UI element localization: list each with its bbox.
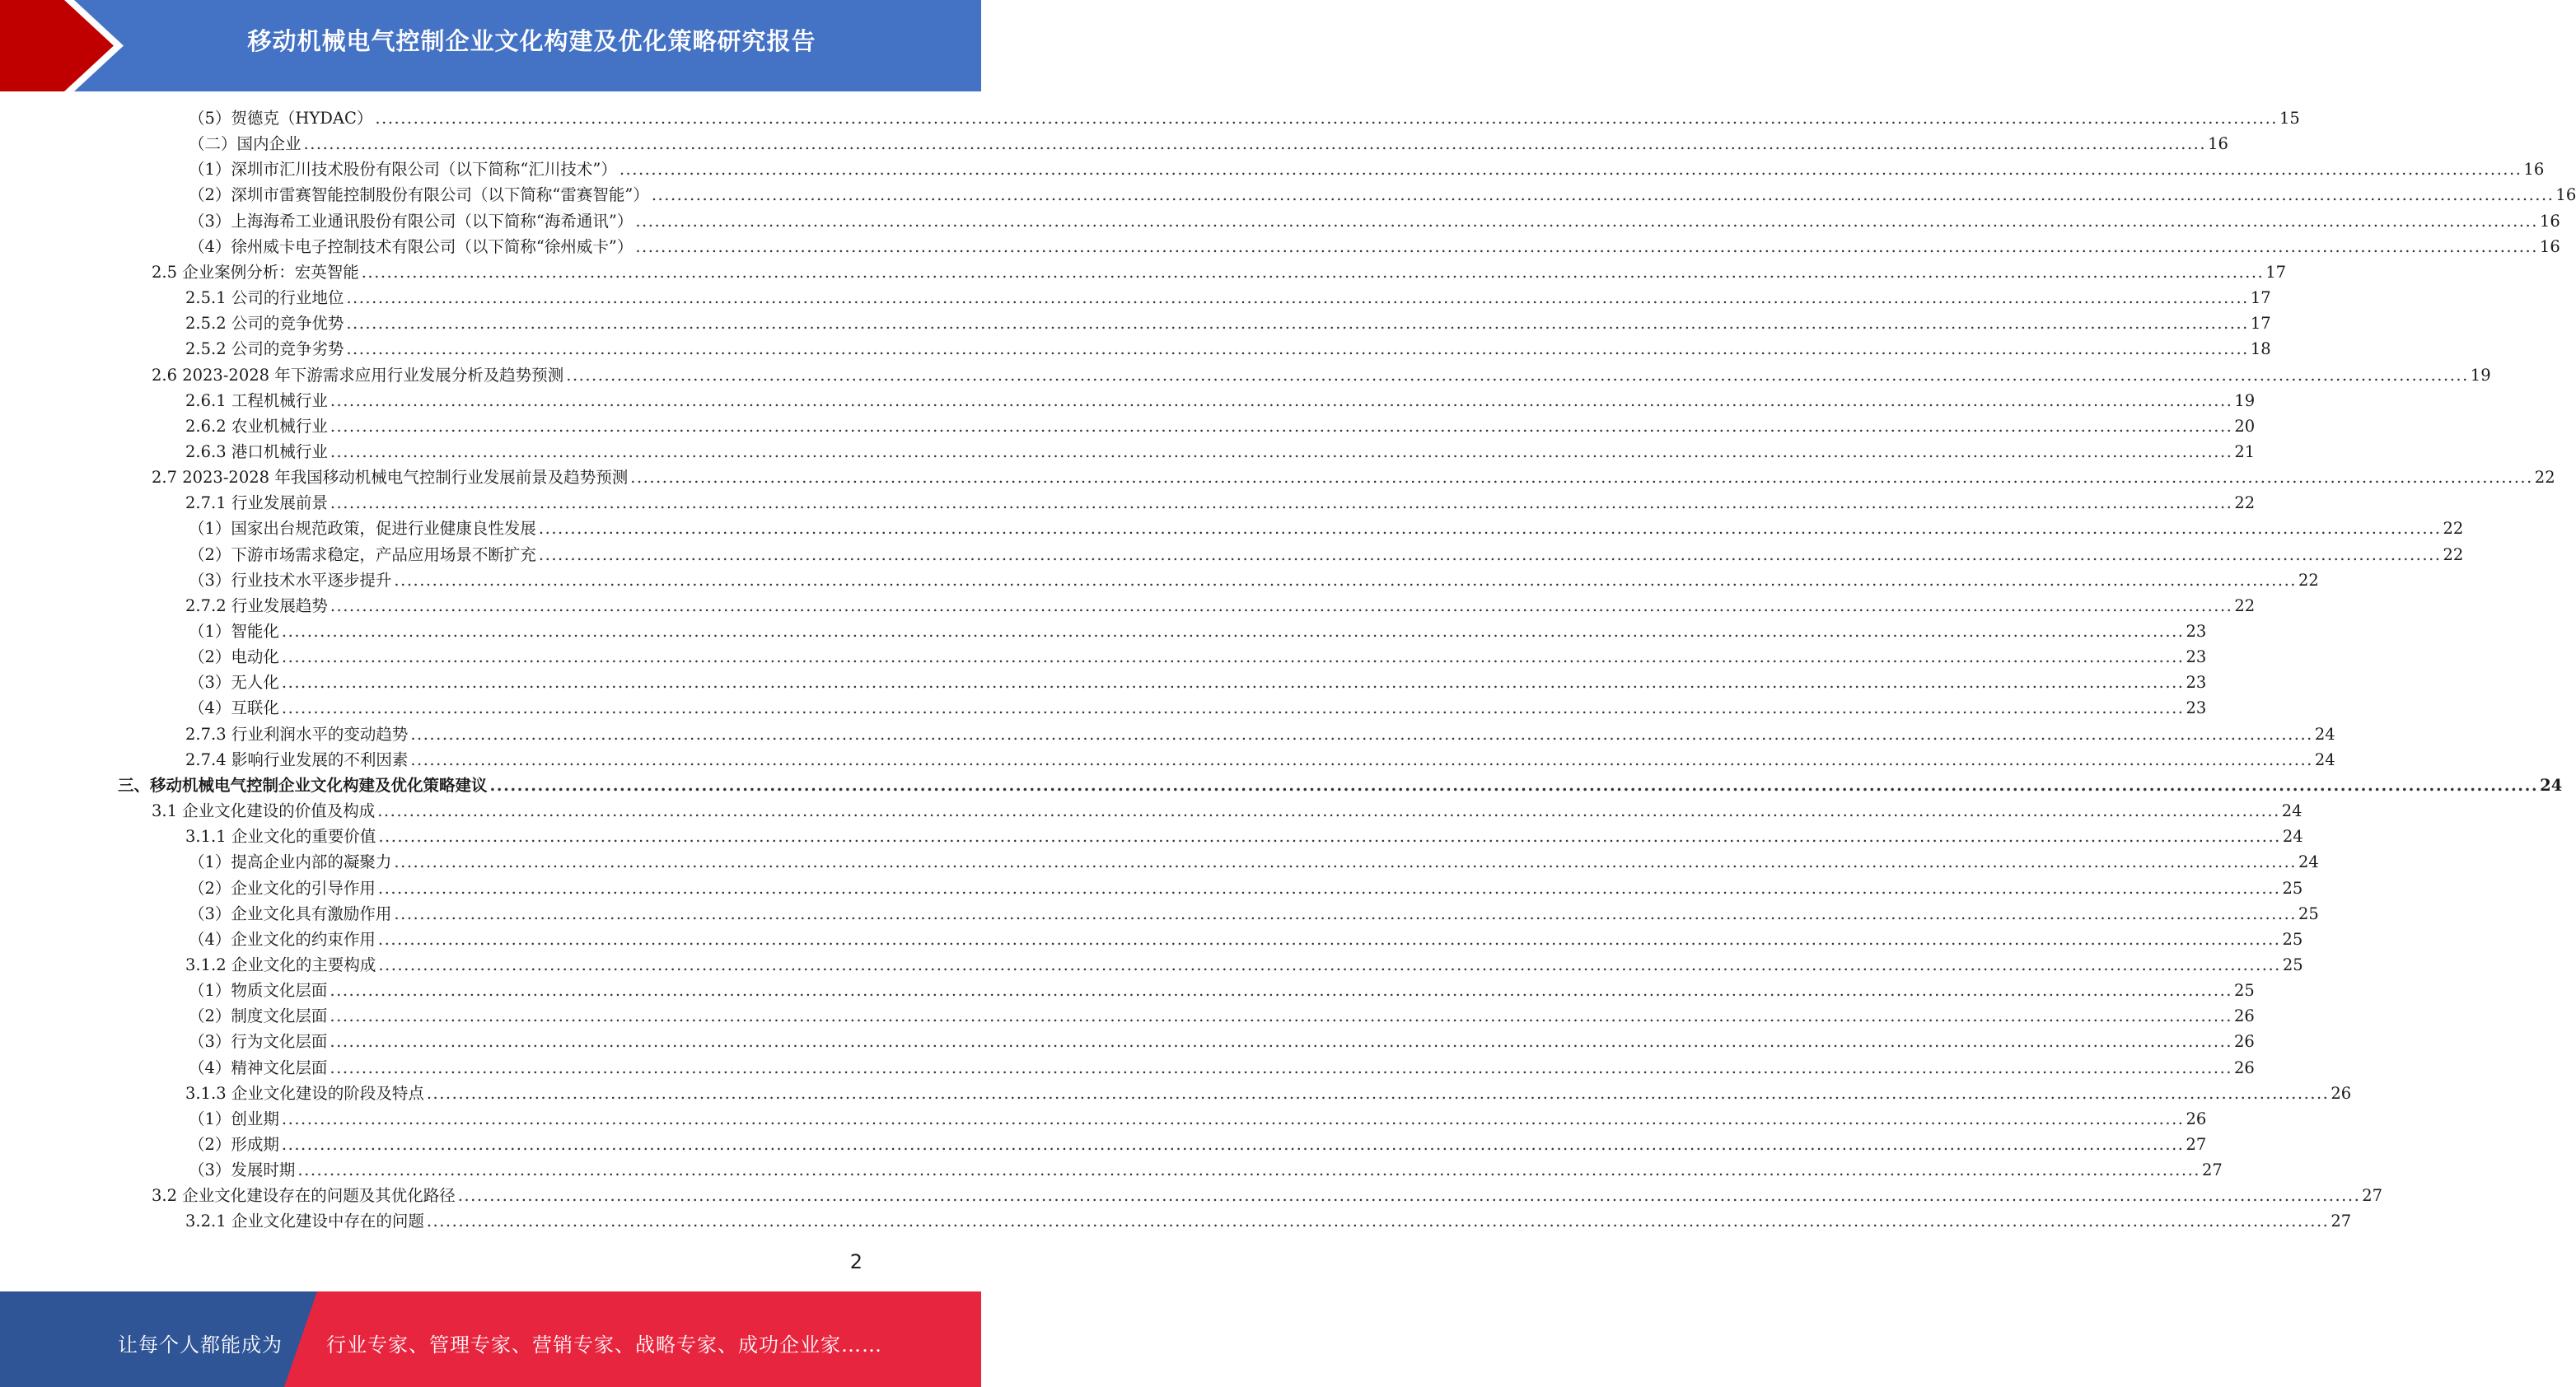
toc-entry-label: 3.1 企业文化建设的价值及构成 <box>152 801 376 821</box>
toc-leader-dots: ............................................................................................................................................................................................................................................................................................................ <box>330 390 2233 410</box>
toc-entry[interactable] <box>189 901 2319 927</box>
toc-entry[interactable] <box>189 1106 2207 1132</box>
toc-entry-page: 25 <box>2233 981 2255 1001</box>
toc-entry[interactable] <box>185 747 2335 773</box>
toc-entry-label: 2.7.4 影响行业发展的不利因素 <box>185 750 409 769</box>
toc-entry-label: 2.5.1 公司的行业地位 <box>185 288 344 308</box>
report-footer <box>0 1291 981 1387</box>
toc-entry[interactable] <box>189 619 2207 644</box>
toc-entry-page: 24 <box>2298 852 2319 872</box>
toc-entry-label: 2.6 2023-2028 年下游需求应用行业发展分析及趋势预测 <box>152 365 564 385</box>
toc-entry-page: 22 <box>2443 519 2464 539</box>
toc-entry-page: 22 <box>2234 595 2256 615</box>
toc-entry[interactable] <box>185 388 2256 413</box>
toc-leader-dots: ............................................................................................................................................................................................................................................................................................................ <box>281 622 2185 641</box>
toc-entry-label: （1）国家出台规范政策，促进行业健康良性发展 <box>189 519 536 539</box>
toc-entry-label: 3.1.3 企业文化建设的阶段及特点 <box>185 1083 424 1103</box>
toc-entry[interactable] <box>185 490 2256 516</box>
toc-entry-page: 19 <box>2234 390 2256 410</box>
toc-entry[interactable] <box>185 311 2271 336</box>
toc-entry[interactable] <box>189 105 2300 131</box>
toc-leader-dots: ............................................................................................................................................................................................................................................................................................................ <box>303 134 2207 154</box>
toc-leader-dots: ............................................................................................................................................................................................................................................................................................................ <box>330 595 2233 615</box>
toc-entry[interactable] <box>185 336 2271 362</box>
toc-entry[interactable] <box>185 824 2303 849</box>
toc-entry-page: 23 <box>2186 647 2207 667</box>
toc-entry[interactable] <box>189 876 2303 901</box>
toc-leader-dots: ............................................................................................................................................................................................................................................................................................................ <box>619 160 2522 180</box>
toc-leader-dots: ............................................................................................................................................................................................................................................................................................................ <box>330 981 2232 1001</box>
toc-leader-dots: ............................................................................................................................................................................................................................................................................................................ <box>346 288 2249 308</box>
toc-entry[interactable] <box>152 1183 2383 1208</box>
toc-leader-dots: ............................................................................................................................................................................................................................................................................................................ <box>330 441 2233 461</box>
toc-leader-dots: ............................................................................................................................................................................................................................................................................................................ <box>281 647 2185 667</box>
page-number: 2 <box>849 1250 863 1273</box>
toc-leader-dots: ............................................................................................................................................................................................................................................................................................................ <box>297 1161 2200 1180</box>
toc-entry-label: 2.7.1 行业发展前景 <box>185 493 328 513</box>
toc-entry-page: 22 <box>2234 493 2256 513</box>
report-header <box>0 0 981 91</box>
toc-entry-page: 27 <box>2186 1135 2207 1154</box>
toc-entry-label: （4）企业文化的约束作用 <box>189 929 376 949</box>
toc-entry-page: 27 <box>2362 1186 2383 1206</box>
toc-entry-page: 27 <box>2201 1161 2223 1180</box>
toc-entry-page: 24 <box>2314 750 2335 769</box>
toc-entry-page: 21 <box>2234 441 2256 461</box>
toc-entry-label: 2.6.3 港口机械行业 <box>185 441 328 461</box>
toc-leader-dots: ............................................................................................................................................................................................................................................................................................................ <box>361 262 2265 282</box>
toc-entry-label: （1）提高企业内部的凝聚力 <box>189 852 392 872</box>
toc-entry-page: 17 <box>2250 288 2271 308</box>
toc-entry-page: 23 <box>2186 673 2207 693</box>
toc-entry[interactable] <box>189 131 2228 156</box>
toc-entry-label: 3.1.1 企业文化的重要价值 <box>185 827 376 847</box>
toc-entry-page: 23 <box>2186 622 2207 641</box>
toc-entry[interactable] <box>189 567 2319 593</box>
toc-entry[interactable] <box>185 439 2256 465</box>
toc-entry[interactable] <box>185 722 2335 747</box>
toc-entry-page: 16 <box>2555 185 2576 205</box>
toc-leader-dots: ............................................................................................................................................................................................................................................................................................................ <box>346 339 2249 359</box>
toc-entry[interactable] <box>185 413 2256 439</box>
toc-leader-dots: ............................................................................................................................................................................................................................................................................................................ <box>281 1109 2185 1128</box>
toc-entry[interactable] <box>189 927 2303 952</box>
toc-entry-label: （2）下游市场需求稳定，产品应用场景不断扩充 <box>189 544 536 564</box>
toc-entry-page: 24 <box>2314 724 2335 744</box>
toc-leader-dots: ............................................................................................................................................................................................................................................................................................................ <box>410 750 2313 769</box>
header-arrow-decoration <box>0 0 132 91</box>
toc-entry-label: 3.2.1 企业文化建设中存在的问题 <box>185 1212 424 1231</box>
footer-slogan-right: 行业专家、管理专家、营销专家、战略专家、成功企业家…… <box>326 1333 882 1357</box>
toc-entry[interactable] <box>152 362 2491 388</box>
toc-entry[interactable] <box>189 1157 2223 1183</box>
toc-entry[interactable] <box>189 978 2255 1003</box>
toc-entry-label: （2）形成期 <box>189 1135 279 1154</box>
toc-leader-dots: ............................................................................................................................................................................................................................................................................................................ <box>566 365 2469 385</box>
toc-entry-label: （二）国内企业 <box>189 134 302 154</box>
toc-leader-dots: ............................................................................................................................................................................................................................................................................................................ <box>377 801 2280 821</box>
toc-entry-label: （4）精神文化层面 <box>189 1058 328 1077</box>
toc-entry[interactable] <box>189 208 2560 234</box>
toc-leader-dots: ............................................................................................................................................................................................................................................................................................................ <box>457 1186 2361 1206</box>
toc-entry-page: 25 <box>2298 904 2319 923</box>
toc-entry-label: （3）行为文化层面 <box>189 1032 328 1052</box>
toc-entry[interactable] <box>189 1029 2255 1054</box>
toc-entry-page: 16 <box>2208 134 2228 154</box>
toc-entry[interactable] <box>185 593 2256 619</box>
toc-entry-page: 24 <box>2282 827 2303 847</box>
toc-entry-label: （3）发展时期 <box>189 1161 296 1180</box>
toc-entry-page: 26 <box>2233 1058 2255 1077</box>
toc-leader-dots: ............................................................................................................................................................................................................................................................................................................ <box>377 929 2281 949</box>
toc-entry-label: （1）物质文化层面 <box>189 981 328 1001</box>
toc-entry[interactable] <box>152 259 2287 285</box>
toc-entry[interactable] <box>185 1081 2352 1106</box>
toc-entry-label: 2.6.2 农业机械行业 <box>185 416 328 436</box>
toc-leader-dots: ............................................................................................................................................................................................................................................................................................................ <box>330 1058 2232 1077</box>
toc-entry-page: 19 <box>2470 365 2491 385</box>
toc-leader-dots: ............................................................................................................................................................................................................................................................................................................ <box>281 1135 2185 1154</box>
toc-entry[interactable] <box>189 182 2576 208</box>
toc-entry[interactable] <box>189 234 2560 259</box>
toc-leader-dots: ............................................................................................................................................................................................................................................................................................................ <box>426 1083 2330 1103</box>
toc-leader-dots: ............................................................................................................................................................................................................................................................................................................ <box>538 544 2442 564</box>
toc-entry[interactable] <box>185 952 2303 978</box>
report-title: 移动机械电气控制企业文化构建及优化策略研究报告 <box>247 27 816 55</box>
toc-entry-label: 2.5 企业案例分析：宏英智能 <box>152 262 359 282</box>
toc-entry-page: 22 <box>2443 544 2464 564</box>
toc-entry-page: 22 <box>2298 570 2319 590</box>
toc-entry-label: （2）深圳市雷赛智能控制股份有限公司（以下简称“雷赛智能”） <box>189 185 649 205</box>
toc-entry[interactable] <box>189 849 2319 875</box>
toc-leader-dots: ............................................................................................................................................................................................................................................................................................................ <box>330 493 2233 513</box>
toc-entry-label: 3.1.2 企业文化的主要构成 <box>185 955 376 974</box>
toc-entry-label: （5）贺德克（HYDAC） <box>189 109 373 128</box>
toc-entry-page: 26 <box>2233 1032 2255 1052</box>
toc-leader-dots: ............................................................................................................................................................................................................................................................................................................ <box>394 904 2297 923</box>
toc-leader-dots: ............................................................................................................................................................................................................................................................................................................ <box>394 852 2297 872</box>
toc-entry-label: 2.7.3 行业利润水平的变动趋势 <box>185 724 409 744</box>
toc-entry[interactable] <box>189 1055 2255 1081</box>
toc-entry[interactable] <box>189 516 2464 541</box>
toc-entry[interactable] <box>185 285 2271 311</box>
toc-entry-page: 16 <box>2539 211 2560 231</box>
toc-entry-label: 2.5.2 公司的竞争劣势 <box>185 339 344 359</box>
toc-entry-label: （2）制度文化层面 <box>189 1006 328 1026</box>
toc-entry-page: 26 <box>2233 1006 2255 1026</box>
toc-entry-label: 2.6.1 工程机械行业 <box>185 390 328 410</box>
toc-leader-dots: ............................................................................................................................................................................................................................................................................................................ <box>635 236 2538 256</box>
toc-entry-label: （2）电动化 <box>189 647 279 667</box>
toc-entry-label: 2.7.2 行业发展趋势 <box>185 595 328 615</box>
toc-entry[interactable] <box>185 1208 2352 1234</box>
toc-entry[interactable] <box>152 465 2555 490</box>
toc-entry-page: 23 <box>2186 698 2207 718</box>
toc-entry-page: 25 <box>2282 929 2303 949</box>
toc-entry-label: 三、移动机械电气控制企业文化构建及优化策略建议 <box>118 775 488 795</box>
toc-entry-page: 26 <box>2331 1083 2352 1103</box>
toc-entry[interactable] <box>189 156 2545 182</box>
toc-entry[interactable] <box>189 670 2207 695</box>
toc-entry[interactable] <box>189 1132 2207 1157</box>
toc-leader-dots: ............................................................................................................................................................................................................................................................................................................ <box>378 955 2281 974</box>
toc-leader-dots: ............................................................................................................................................................................................................................................................................................................ <box>635 211 2538 231</box>
footer-slogan-left: 让每个人都能成为 <box>118 1333 283 1357</box>
toc-entry[interactable] <box>189 542 2464 567</box>
toc-leader-dots: ............................................................................................................................................................................................................................................................................................................ <box>377 878 2281 898</box>
toc-entry-label: 3.2 企业文化建设存在的问题及其优化路径 <box>152 1186 456 1206</box>
toc-leader-dots: ............................................................................................................................................................................................................................................................................................................ <box>281 673 2185 693</box>
toc-entry-page: 16 <box>2539 236 2560 256</box>
toc-leader-dots: ............................................................................................................................................................................................................................................................................................................ <box>489 775 2539 795</box>
toc-leader-dots: ............................................................................................................................................................................................................................................................................................................ <box>410 724 2313 744</box>
toc-entry[interactable] <box>189 695 2207 721</box>
toc-leader-dots: ............................................................................................................................................................................................................................................................................................................ <box>630 468 2533 488</box>
toc-entry-label: （2）企业文化的引导作用 <box>189 878 376 898</box>
toc-entry-page: 27 <box>2331 1212 2352 1231</box>
toc-leader-dots: ............................................................................................................................................................................................................................................................................................................ <box>538 519 2442 539</box>
toc-entry-label: （3）无人化 <box>189 673 279 693</box>
toc-entry-label: （1）创业期 <box>189 1109 279 1128</box>
toc-entry-page: 16 <box>2523 160 2545 180</box>
toc-leader-dots: ............................................................................................................................................................................................................................................................................................................ <box>651 185 2555 205</box>
toc-entry-label: （1）深圳市汇川技术股份有限公司（以下简称“汇川技术”） <box>189 160 617 180</box>
toc-entry-label: （3）上海海希工业通讯股份有限公司（以下简称“海希通讯”） <box>189 211 633 231</box>
toc-entry-page: 22 <box>2534 468 2555 488</box>
toc-leader-dots: ............................................................................................................................................................................................................................................................................................................ <box>330 416 2233 436</box>
toc-entry-page: 25 <box>2282 878 2303 898</box>
toc-leader-dots: ............................................................................................................................................................................................................................................................................................................ <box>375 109 2278 128</box>
toc-entry-page: 20 <box>2234 416 2256 436</box>
toc-leader-dots: ............................................................................................................................................................................................................................................................................................................ <box>378 827 2281 847</box>
toc-entry-page: 24 <box>2540 775 2563 795</box>
toc-entry-label: 2.7 2023-2028 年我国移动机械电气控制行业发展前景及趋势预测 <box>152 468 629 488</box>
toc-entry-label: （4）互联化 <box>189 698 279 718</box>
toc-entry-page: 17 <box>2250 314 2271 334</box>
toc-leader-dots: ............................................................................................................................................................................................................................................................................................................ <box>394 570 2297 590</box>
toc-entry-label: （1）智能化 <box>189 622 279 641</box>
toc-entry-page: 26 <box>2186 1109 2207 1128</box>
toc-entry-page: 17 <box>2265 262 2287 282</box>
toc-entry-page: 15 <box>2279 109 2300 128</box>
toc-entry[interactable] <box>189 644 2207 670</box>
toc-entry-page: 24 <box>2281 801 2303 821</box>
toc-leader-dots: ............................................................................................................................................................................................................................................................................................................ <box>330 1006 2232 1026</box>
toc-entry-label: （3）企业文化具有激励作用 <box>189 904 392 923</box>
toc-leader-dots: ............................................................................................................................................................................................................................................................................................................ <box>281 698 2185 718</box>
toc-entry-label: （4）徐州威卡电子控制技术有限公司（以下简称“徐州威卡”） <box>189 236 633 256</box>
toc-leader-dots: ............................................................................................................................................................................................................................................................................................................ <box>330 1032 2232 1052</box>
toc-entry-page: 25 <box>2282 955 2303 974</box>
toc-entry-label: （3）行业技术水平逐步提升 <box>189 570 392 590</box>
toc-entry[interactable] <box>118 773 2563 798</box>
toc-entry-page: 18 <box>2250 339 2271 359</box>
toc-leader-dots: ............................................................................................................................................................................................................................................................................................................ <box>426 1212 2330 1231</box>
toc-entry[interactable] <box>152 798 2303 824</box>
toc-leader-dots: ............................................................................................................................................................................................................................................................................................................ <box>346 314 2249 334</box>
toc-entry[interactable] <box>189 1003 2255 1029</box>
toc-entry-label: 2.5.2 公司的竞争优势 <box>185 314 344 334</box>
